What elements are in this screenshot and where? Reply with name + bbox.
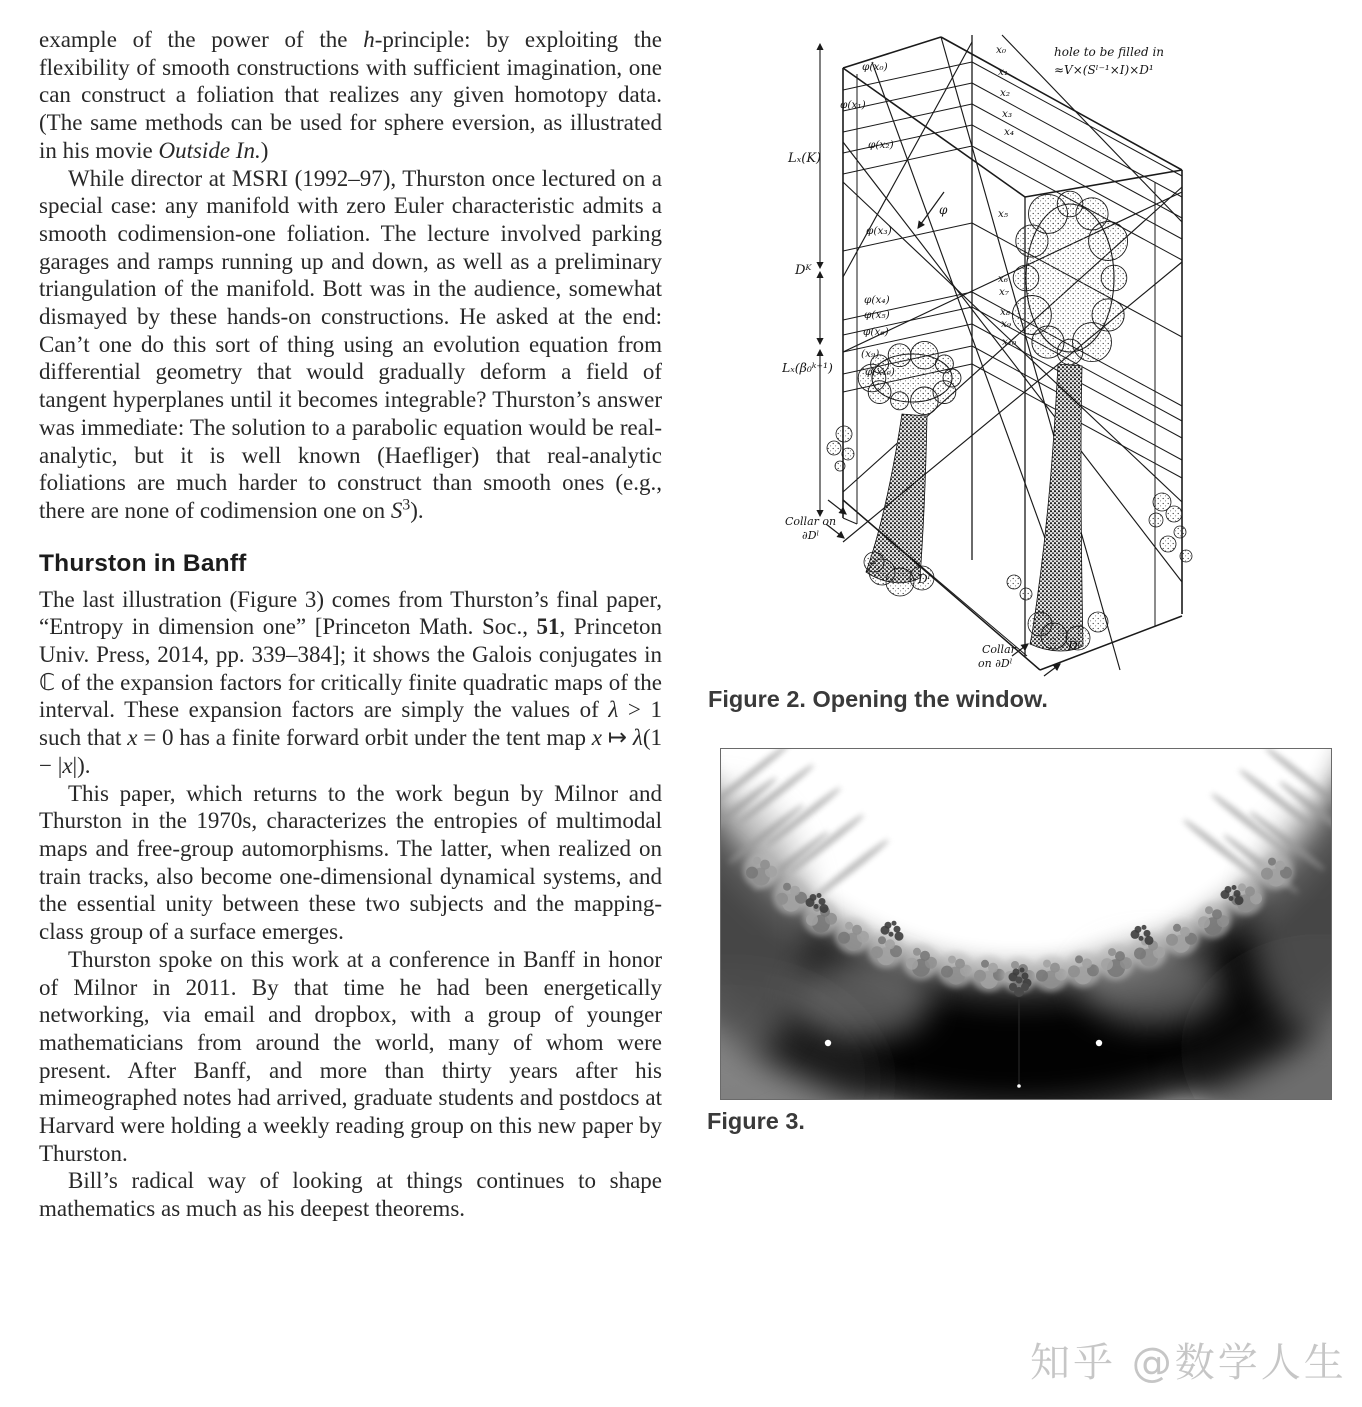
- paragraph-this-paper: This paper, which returns to the work begun by Milnor and Thurston in the 1970s, characterizes the entropies of multimodal maps and free-group automorphisms. The latter, when realized on train tracks, also become one-dimensional dynamical systems, and the essential unity between these two subjects and the mapping-class group of a surface emerges.: [39, 780, 662, 945]
- svg-text:φ(x₁): φ(x₁): [840, 99, 866, 111]
- section-heading: Thurston in Banff: [39, 549, 247, 577]
- svg-text:x₂: x₂: [1000, 87, 1011, 99]
- article-left-column: [39, 26, 662, 1376]
- figure2-caption: Figure 2. Opening the window.: [708, 686, 1048, 712]
- svg-text:x₇: x₇: [999, 286, 1010, 298]
- svg-text:∂Dˡ: ∂Dˡ: [802, 529, 820, 542]
- svg-text:x₅: x₅: [998, 208, 1009, 220]
- svg-text:Dˡ: Dˡ: [918, 572, 931, 586]
- paragraph-continued: example of the power of the h-principle: by exploiting the flexibility of smooth constructions with sufficient imagination, one can construct a foliation that realizes any given homotopy data. (The same methods can be used for sphere eversion, as illustrated in his movie Outside In.): [39, 27, 662, 163]
- svg-text:Dᴷ: Dᴷ: [795, 263, 812, 278]
- svg-text:φ(x₁₀): φ(x₁₀): [865, 366, 895, 378]
- svg-text:on ∂Dˡ: on ∂Dˡ: [978, 657, 1013, 670]
- svg-text:Dˡ: Dˡ: [1068, 639, 1081, 653]
- figure2-opening-the-window: [782, 22, 1202, 677]
- svg-text:φ: φ: [939, 203, 948, 217]
- figure3-caption: Figure 3.: [707, 1108, 805, 1134]
- svg-text:x₄: x₄: [1004, 126, 1015, 138]
- svg-text:Lₓ(K): Lₓ(K): [788, 151, 822, 166]
- paragraph-closing: Bill’s radical way of looking at things continues to shape mathematics as much as his deepest theorems.: [39, 1168, 662, 1222]
- svg-text:(x₉): (x₉): [861, 348, 880, 360]
- svg-text:x₈: x₈: [1000, 306, 1011, 318]
- svg-text:Collar on: Collar on: [785, 515, 837, 528]
- watermark: 知乎 @数学人生: [1030, 1340, 1347, 1386]
- svg-text:x₀: x₀: [996, 44, 1007, 56]
- svg-text:φ(x₄): φ(x₄): [864, 294, 890, 306]
- svg-text:Lₓ(β₀ᵏ⁺¹): Lₓ(β₀ᵏ⁺¹): [782, 360, 833, 375]
- svg-text:hole to be filled in: hole to be filled in: [1054, 45, 1165, 59]
- svg-text:x₆: x₆: [998, 273, 1009, 285]
- svg-text:φ(x₀): φ(x₀): [862, 61, 888, 73]
- figure3-drawing: [721, 749, 1331, 1099]
- svg-text:φ(x₂): φ(x₂): [868, 139, 894, 151]
- svg-text:≈V×(Sˡ⁻¹×I)×D¹: ≈V×(Sˡ⁻¹×I)×D¹: [1054, 63, 1154, 77]
- svg-text:Collar: Collar: [982, 643, 1016, 656]
- paragraph-banff-conference: Thurston spoke on this work at a conference in Banff in honor of Milnor in 2011. By that time he had been energetically networking, via email and dropbox, with a group of younger mathematicians from around the world, many of whom were present. After Banff, and more than thirty years after his mimeographed notes had arrived, graduate students and postdocs at Harvard were holding a weekly reading group on this new paper by Thurston.: [39, 946, 662, 1166]
- paragraph-msri: While director at MSRI (1992–97), Thurston once lectured on a special case: any manifold with zero Euler characteristic admits a smooth codimension-one foliation. The lecture involved parking garages and ramps running up and down, as well as a preliminary triangulation of the manifold. Bott was in the audience, somewhat dismayed by these hands-on constructions. He asked at the end: Can’t one do this sort of thing using an evolution equation from differential geometry that would gradually deform a field of tangent hyperplanes until it becomes integrable? Thurston’s answer was immediate: The solution to a parabolic equation would be real-analytic, but it is well known (Haefliger) that real-analytic foliations are much harder to construct than smooth ones (e.g., there are none of codimension one on $S^3$).: [39, 165, 662, 523]
- svg-text:x₉: x₉: [1001, 318, 1012, 330]
- figure3-fractal-image: [720, 748, 1332, 1100]
- figure2-drawing: [782, 22, 1202, 677]
- paragraph-last-illustration: The last illustration (Figure 3) comes from Thurston’s final paper, “Entropy in dimension one” [Princeton Math. Soc., 51, Princeton Univ. Press, 2014, pp. 339–384]; it shows the Galois conjugates in ℂ of the expansion factors for critically finite quadratic maps of the interval. These expansion factors are simply the values of λ > 1 such that x = 0 has a finite forward orbit under the tent map x ↦ λ(1 − |x|).: [39, 586, 662, 778]
- svg-text:φ(x₃): φ(x₃): [866, 225, 892, 237]
- svg-text:φ(x₆): φ(x₆): [863, 326, 889, 338]
- svg-text:x₁₀: x₁₀: [1002, 336, 1017, 348]
- svg-text:φ(x₅): φ(x₅): [864, 309, 890, 321]
- svg-text:x₃: x₃: [1002, 108, 1013, 120]
- svg-text:x₁: x₁: [998, 66, 1009, 78]
